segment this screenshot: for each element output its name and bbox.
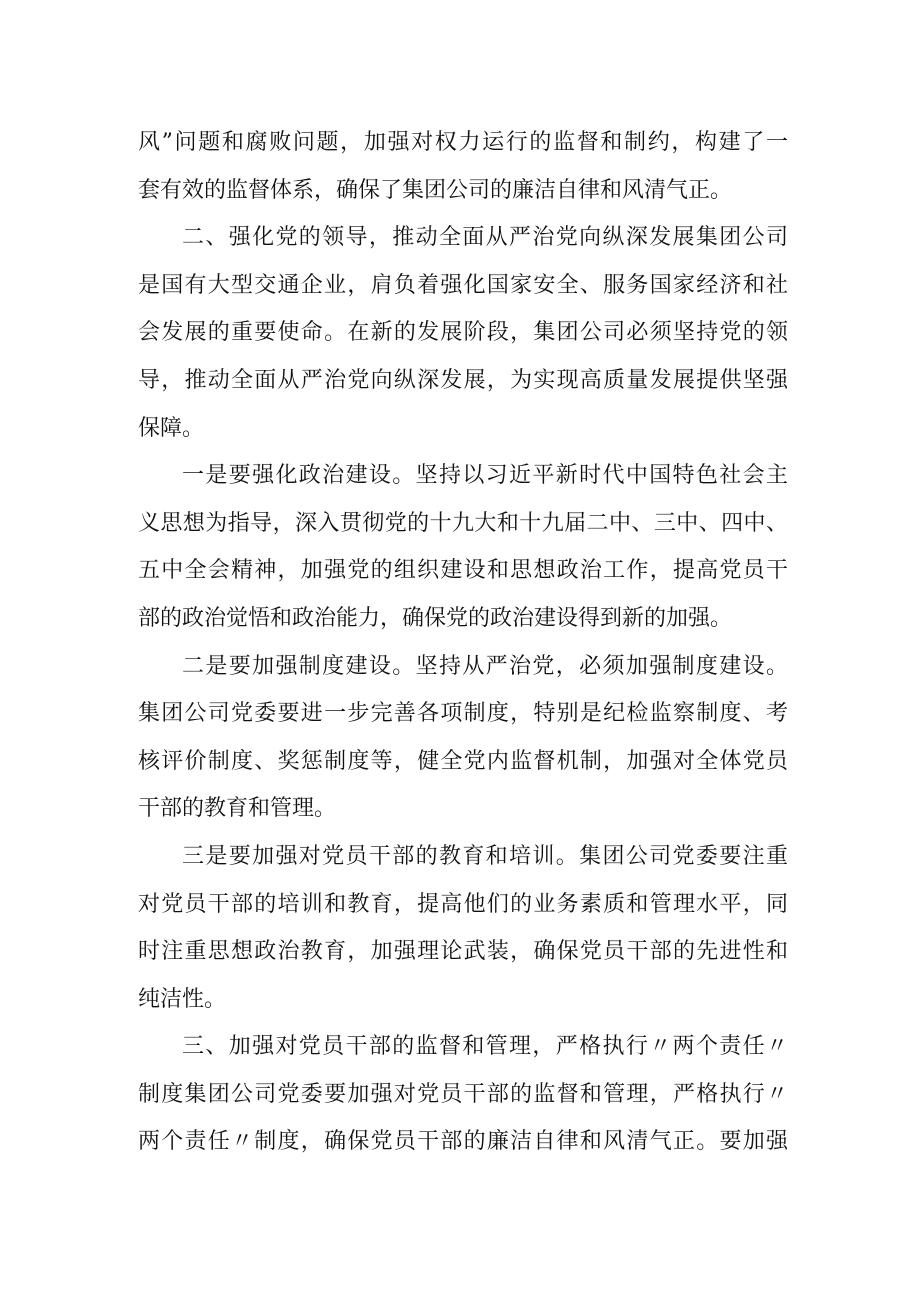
text-line: 会发展的重要使命。在新的发展阶段，集团公司必须坚持党的领	[138, 320, 788, 346]
text-line: 导，推动全面从严治党向纵深发展，为实现高质量发展提供坚强	[138, 367, 788, 393]
text-line: 是国有大型交通企业，肩负着强化国家安全、服务国家经济和社	[138, 272, 788, 298]
text-line: 三、加强对党员干部的监督和管理，严格执行〃两个责任〃	[182, 1034, 788, 1060]
text-line: 制度集团公司党委要加强对党员干部的监督和管理，严格执行〃	[138, 1081, 788, 1107]
text-line: 保障。	[138, 415, 205, 441]
text-line: 两个责任〃制度，确保党员干部的廉洁自律和风清气正。要加强	[138, 1129, 788, 1155]
text-line: 部的政治觉悟和政治能力，确保党的政治建设得到新的加强。	[138, 605, 733, 631]
text-line: 五中全会精神，加强党的组织建设和思想政治工作，提高党员干	[138, 558, 788, 584]
text-line: 一是要强化政治建设。坚持以习近平新时代中国特色社会主	[182, 463, 788, 489]
text-line: 纯洁性。	[138, 986, 227, 1012]
text-line: 时注重思想政治教育，加强理论武装，确保党员干部的先进性和	[138, 939, 788, 965]
text-line: 二、强化党的领导，推动全面从严治党向纵深发展集团公司	[182, 225, 788, 251]
text-line: 核评价制度、奖惩制度等，健全党内监督机制，加强对全体党员	[138, 748, 788, 774]
text-line: 对党员干部的培训和教育，提高他们的业务素质和管理水平，同	[138, 891, 788, 917]
text-line: 集团公司党委要进一步完善各项制度，特别是纪检监察制度、考	[138, 701, 788, 727]
text-line: 三是要加强对党员干部的教育和培训。集团公司党委要注重	[182, 843, 788, 869]
text-line: 干部的教育和管理。	[138, 796, 337, 822]
text-line: 义思想为指导，深入贯彻党的十九大和十九届二中、三中、四中、	[138, 510, 788, 536]
text-line: 二是要加强制度建设。坚持从严治党，必须加强制度建设。	[182, 653, 788, 679]
document-body	[138, 119, 788, 1166]
text-line: 风”问题和腐败问题，加强对权力运行的监督和制约，构建了一	[138, 130, 788, 155]
text-line: 套有效的监督体系，确保了集团公司的廉洁自律和风清气正。	[138, 177, 733, 203]
